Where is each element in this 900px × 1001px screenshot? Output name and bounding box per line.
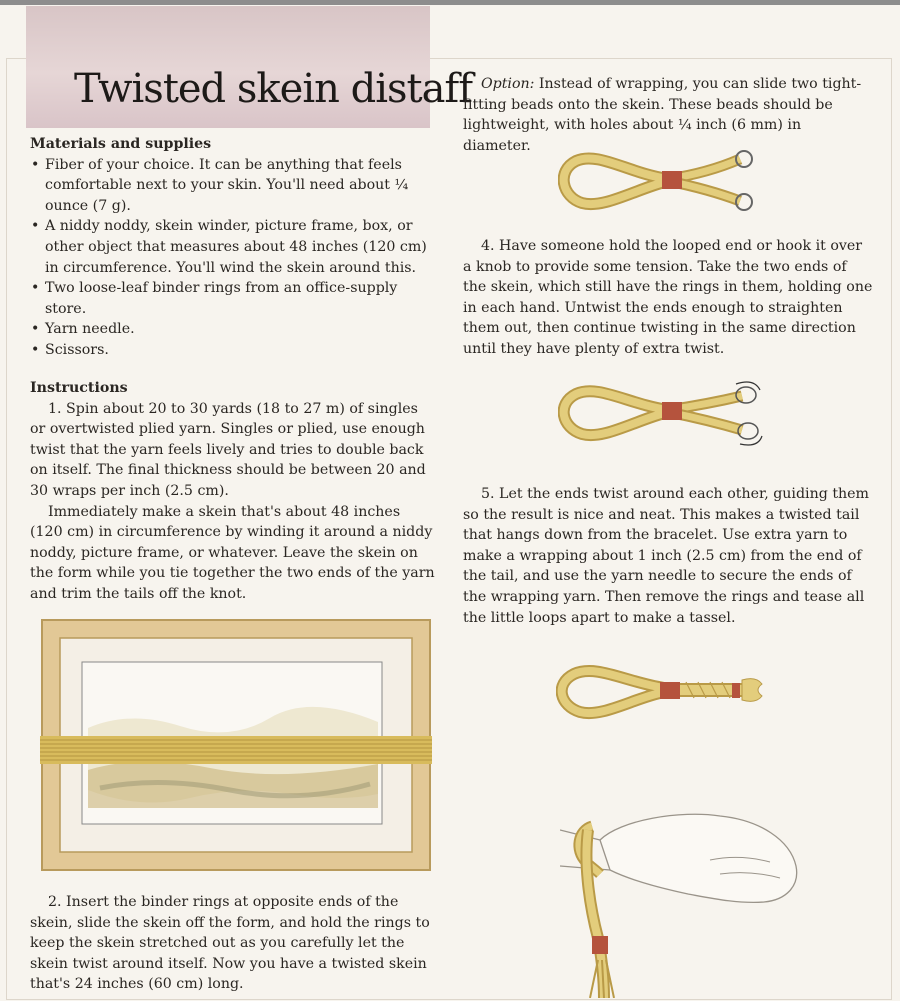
instructions-section: [30, 378, 435, 605]
step-4-section: [463, 236, 873, 360]
step-2-text: 2. Insert the binder rings at opposite ends of the skein, slide the skein off the form, and hold the rings to keep the skein stretched out as you carefully let the skein twist around itself. Now you have a twisted skein that's 24 inches (60 cm) long.: [30, 894, 430, 993]
twisting-ends-illustration: [558, 378, 768, 450]
materials-item: • Yarn needle.: [30, 319, 435, 340]
step-1b-text: Immediately make a skein that's about 48 inches (120 cm) in circumference by winding it around a niddy noddy, picture frame, or whatever. Leave the skein on the form while you tie together the two ends of the yarn and trim the tails off the knot.: [30, 503, 435, 602]
hand-tassel-illustration: [560, 770, 810, 998]
twisted-skein-rings-illustration: [558, 145, 763, 215]
step-5-text: 5. Let the ends twist around each other, guiding them so the result is nice and neat. This makes a twisted tail that hangs down from the bracelet. Use extra yarn to make a wrapping about 1 inch (2.5 cm) from the end of the tail, and use the yarn needle to secure the ends of the wrapping yarn. Then remove the rings and tease all the little loops apart to make a tassel.: [463, 486, 870, 626]
materials-heading: Materials and supplies: [30, 136, 212, 152]
materials-item: • Scissors.: [30, 340, 435, 361]
step-5-section: [463, 484, 873, 628]
option-text: Instead of wrapping, you can slide two tight-fitting beads onto the skein. These beads should be lightweight, with holes about ¼ inch (6 mm) in diameter.: [463, 76, 862, 154]
materials-section: [30, 134, 435, 361]
instructions-heading: Instructions: [30, 380, 128, 396]
step-2-section: [30, 892, 430, 995]
materials-item: • A niddy noddy, skein winder, picture frame, box, or other object that measures about 48 inches (120 cm) in circumference. You'll wind the skein around this.: [30, 216, 435, 278]
page-title: Twisted skein distaff: [74, 66, 473, 112]
materials-item: • Two loose-leaf binder rings from an office-supply store.: [30, 278, 435, 319]
materials-list: [30, 155, 435, 361]
option-label: Option:: [481, 76, 535, 92]
frame-skein-illustration: [40, 618, 432, 872]
step-4-text: 4. Have someone hold the looped end or hook it over a knob to provide some tension. Take the two ends of the skein, which still have the rings in them, holding one in each hand. Untwist the ends enough to straighten them out, then continue twisting in the same direction until they have plenty of extra twist.: [463, 238, 873, 357]
step-1-text: 1. Spin about 20 to 30 yards (18 to 27 m) of singles or overtwisted plied yarn. Singles or plied, use enough twist that the yarn feels lively and tries to double back on itself. The final thickness should be between 20 and 30 wraps per inch (2.5 cm).: [30, 400, 426, 499]
finished-tassel-illustration: [556, 660, 766, 722]
top-edge-bar: [0, 0, 900, 5]
materials-item: • Fiber of your choice. It can be anything that feels comfortable next to your skin. You'll need about ¼ ounce (7 g).: [30, 155, 435, 217]
